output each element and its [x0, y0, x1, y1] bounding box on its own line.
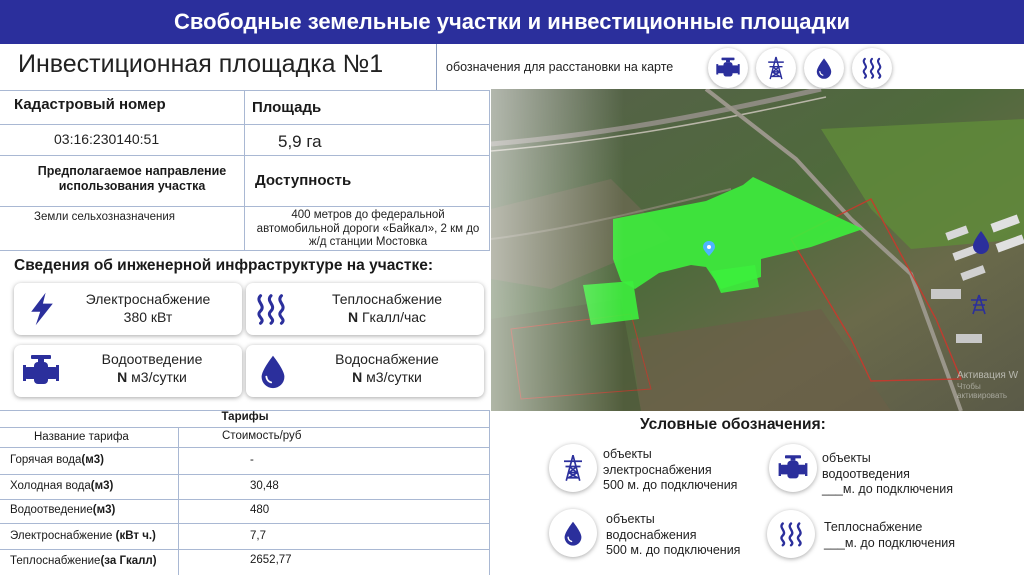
- tariff-row-value: 2652,77: [250, 554, 292, 566]
- table-line: [178, 427, 179, 575]
- infra-name: Электроснабжение: [85, 291, 211, 307]
- tariff-unit: (м3): [90, 480, 114, 492]
- tariff-row-name: [10, 480, 113, 492]
- tariff-row-name: [10, 504, 115, 516]
- water-drop-icon: [549, 509, 597, 557]
- tariff-col-cost: Стоимость/руб: [222, 430, 302, 442]
- infra-value: [62, 368, 242, 386]
- table-line: [0, 447, 490, 448]
- infra-value-prefix: N: [117, 369, 128, 385]
- grid-line: [0, 206, 490, 207]
- heat-waves-icon: [852, 48, 892, 88]
- site-title: Инвестиционная площадка №1: [18, 50, 384, 78]
- water-valve-icon: [769, 444, 817, 492]
- table-line: [0, 523, 490, 524]
- power-tower-icon: [549, 444, 597, 492]
- table-line: [0, 474, 490, 475]
- cadastral-label: Кадастровый номер: [14, 96, 166, 113]
- infra-value-unit: Гкалл/час: [358, 309, 427, 325]
- infra-value-unit: м3/сутки: [362, 369, 422, 385]
- satellite-map[interactable]: [491, 89, 1024, 411]
- tariff-unit: (м3): [92, 504, 116, 516]
- infra-value-unit: м3/сутки: [127, 369, 187, 385]
- power-tower-icon: [756, 48, 796, 88]
- infra-card-text: [62, 350, 242, 386]
- legend-text-water: объекты водоснабжения 500 м. до подключения: [606, 512, 741, 557]
- tariff-name: Водоотведение: [10, 504, 93, 516]
- area-value: 5,9 га: [278, 132, 322, 151]
- usage-label: Предполагаемое направление использования участка: [37, 164, 227, 193]
- legend-title: Условные обозначения:: [640, 416, 826, 433]
- tariff-row-value: -: [250, 454, 254, 466]
- table-line: [0, 549, 490, 550]
- table-line: [0, 499, 490, 500]
- map-watermark: Активация W: [957, 370, 1019, 381]
- grid-line: [0, 90, 490, 91]
- tariff-row-value: 480: [250, 504, 270, 516]
- tariff-row-name: [10, 530, 156, 542]
- heat-waves-icon: [252, 290, 290, 333]
- infra-card-text: [58, 290, 238, 326]
- grid-line: [0, 124, 490, 125]
- cadastral-value: 03:16:230140:51: [54, 131, 160, 147]
- water-valve-icon: [21, 351, 61, 396]
- infra-value-prefix: N: [352, 369, 363, 385]
- grid-line: [489, 90, 490, 250]
- tariff-name: Холодная вода: [10, 480, 91, 492]
- table-line: [489, 410, 490, 575]
- tariff-name: Горячая вода: [10, 454, 82, 466]
- heat-waves-icon: [767, 510, 815, 558]
- usage-value: Земли сельхозназначения: [34, 211, 175, 223]
- lightning-icon: [24, 288, 60, 335]
- tariffs-title: Тарифы: [221, 411, 269, 423]
- infra-card-text: [292, 290, 482, 326]
- water-drop-icon: [804, 48, 844, 88]
- page-banner: Свободные земельные участки и инвестиционные площадки: [0, 0, 1024, 44]
- map-image: [491, 89, 1024, 411]
- infra-card-water: [246, 345, 484, 397]
- table-line: [0, 427, 490, 428]
- tariff-name: Теплоснабжение: [10, 555, 101, 567]
- water-drop-icon: [254, 352, 292, 395]
- grid-line: [0, 155, 490, 156]
- infra-card-power: [14, 283, 242, 335]
- tariff-row-name: [10, 454, 104, 466]
- access-value: 400 метров до федеральной автомобильной дороги «Байкал», 2 км до ж/д станции Мостовка: [256, 209, 480, 248]
- infra-card-heat: [246, 283, 484, 335]
- tariff-name: Электроснабжение: [10, 530, 116, 542]
- tariff-row-name: [10, 555, 157, 567]
- infra-card-drainage: [14, 345, 242, 397]
- infra-value: [292, 308, 482, 326]
- legend-text-drainage: объекты водоотведения ___м. до подключения: [822, 451, 953, 496]
- legend-text-heat: Теплоснабжение ___м. до подключения: [824, 520, 955, 550]
- grid-line: [0, 250, 490, 251]
- tariff-col-name: Название тарифа: [34, 431, 129, 443]
- infra-card-text: [292, 350, 482, 386]
- tariff-unit: (м3): [81, 454, 104, 466]
- map-watermark-sub: Чтобы активировать: [957, 382, 1008, 400]
- infra-name: Теплоснабжение: [331, 291, 443, 307]
- area-label: Площадь: [252, 99, 322, 116]
- infra-value: [58, 308, 238, 326]
- tariff-unit: (за Гкалл): [100, 555, 157, 567]
- infra-value-unit: 380 кВт: [123, 309, 173, 325]
- infrastructure-title: Сведения об инженерной инфраструктуре на участке:: [14, 257, 434, 274]
- infra-value: [292, 368, 482, 386]
- top-icon-row: [708, 48, 892, 88]
- infra-name: Водоотведение: [101, 351, 203, 367]
- infra-name: Водоснабжение: [335, 351, 439, 367]
- grid-line: [244, 90, 245, 250]
- tariff-row-value: 30,48: [250, 480, 279, 492]
- tariff-unit: (кВт ч.): [115, 530, 156, 542]
- access-label: Доступность: [255, 172, 352, 189]
- title-divider: [436, 44, 437, 90]
- water-valve-icon: [708, 48, 748, 88]
- legend-hint: обозначения для расстановки на карте: [446, 60, 674, 74]
- legend-text-power: объекты электроснабжения 500 м. до подключения: [603, 447, 738, 492]
- tariff-row-value: 7,7: [250, 530, 266, 542]
- infra-value-prefix: N: [347, 309, 359, 325]
